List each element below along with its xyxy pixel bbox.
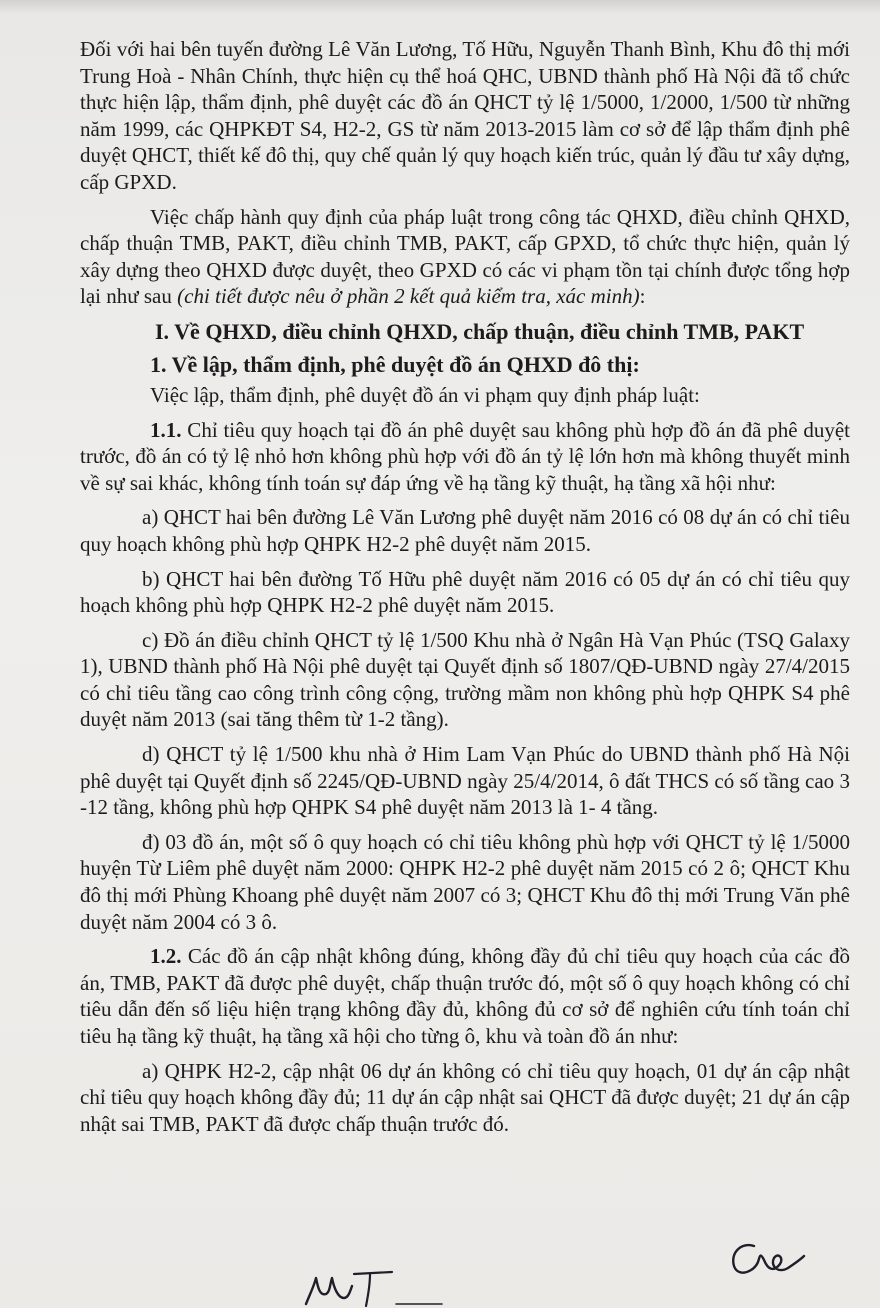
page-top-shadow <box>0 0 880 14</box>
section-heading-I: I. Về QHXD, điều chỉnh QHXD, chấp thuận, điều chỉnh TMB, PAKT <box>155 318 805 344</box>
initial-signature-bottom <box>296 1264 446 1308</box>
paragraph-1-1-label: 1.1. <box>150 417 182 442</box>
list-item-b: b) QHCT hai bên đường Tố Hữu phê duyệt năm 2016 có 05 dự án có chỉ tiêu quy hoạch không phù hợp QHPK H2-2 phê duyệt năm 2015. <box>80 566 850 618</box>
paragraph-compliance-note: (chi tiết được nêu ở phần 2 kết quả kiểm tra, xác minh) <box>177 284 640 309</box>
list-item-dd: đ) 03 đồ án, một số ô quy hoạch có chỉ tiêu không phù hợp với QHCT tỷ lệ 1/5000 huyện Từ Liêm phê duyệt năm 2000: QHPK H2-2 phê duyệt năm 2015 có 2 ô; QHCT Khu đô thị mới Phùng Khoang phê duyệt năm 2007 có 3; QHCT Khu đô thị mới Trung Văn phê duyệt năm 2004 có 3 ô. <box>80 829 850 934</box>
paragraph-1-1-text: Chỉ tiêu quy hoạch tại đồ án phê duyệt sau không phù hợp đồ án đã phê duyệt trước, đồ án có tỷ lệ nhỏ hơn không phù hợp với đồ án tỷ lệ lớn hơn mà không thuyết minh về sự sai khác, không tính toán sự đáp ứng về hạ tầng kỹ thuật, hạ tầng xã hội như: <box>80 417 850 495</box>
list-item-d: d) QHCT tỷ lệ 1/500 khu nhà ở Him Lam Vạn Phúc do UBND thành phố Hà Nội phê duyệt tại Quyết định số 2245/QĐ-UBND ngày 25/4/2014, ô đất THCS có số tầng cao 3 -12 tầng, không phù hợp QHPK S4 phê duyệt năm 2013 là 1- 4 tầng. <box>80 742 850 820</box>
paragraph-compliance-end: : <box>639 284 646 309</box>
paragraph-violations-intro: Việc lập, thẩm định, phê duyệt đồ án vi phạm quy định pháp luật: <box>150 382 700 407</box>
paragraph-compliance-text: Việc chấp hành quy định của pháp luật trong công tác QHXD, điều chỉnh QHXD, chấp thuận TMB, PAKT, điều chỉnh TMB, PAKT, cấp GPXD, tổ chức thực hiện, quản lý xây dựng theo QHXD được duyệt, theo GPXD có các vi phạm tồn tại chính được tổng hợp lại như sau <box>80 204 850 309</box>
list-item-1-2-a: a) QHPK H2-2, cập nhật 06 dự án không có chỉ tiêu quy hoạch, 01 dự án cập nhật chỉ tiêu quy hoạch không đầy đủ; 11 dự án cập nhật sai QHCT đã được duyệt; 21 dự án cập nhật sai TMB, PAKT đã được chấp thuận trước đó. <box>80 1058 850 1136</box>
paragraph-intro: Đối với hai bên tuyến đường Lê Văn Lương, Tố Hữu, Nguyễn Thanh Bình, Khu đô thị mới Trung Hoà - Nhân Chính, thực hiện cụ thể hoá QHC, UBND thành phố Hà Nội đã tổ chức thực hiện lập, thẩm định, phê duyệt các đồ án QHCT tỷ lệ 1/5000, 1/2000, 1/500 từ những năm 1999, các QHPKĐT S4, H2-2, GS từ năm 2013-2015 làm cơ sở để lập thẩm định phê duyệt QHCT, thiết kế đô thị, quy chế quản lý quy hoạch kiến trúc, quản lý đầu tư xây dựng, cấp GPXD. <box>80 37 850 194</box>
paragraph-1-1 <box>80 417 850 497</box>
list-item-a: a) QHCT hai bên đường Lê Văn Lương phê duyệt năm 2016 có 08 dự án có chỉ tiêu quy hoạch không phù hợp QHPK H2-2 phê duyệt năm 2015. <box>80 505 850 556</box>
subsection-heading-1: 1. Về lập, thẩm định, phê duyệt đồ án QHXD đô thị: <box>150 351 640 377</box>
list-item-c: c) Đồ án điều chỉnh QHCT tỷ lệ 1/500 Khu nhà ở Ngân Hà Vạn Phúc (TSQ Galaxy 1), UBND thành phố Hà Nội phê duyệt tại Quyết định số 1807/QĐ-UBND ngày 27/4/2015 có chỉ tiêu tầng cao công trình công cộng, trường mầm non không phù hợp QHPK S4 phê duyệt năm 2013 (sai tăng thêm từ 1-2 tầng). <box>80 627 850 732</box>
paragraph-1-2-label: 1.2. <box>150 944 182 969</box>
paragraph-compliance <box>80 204 850 310</box>
paragraph-1-2 <box>80 943 850 1049</box>
initial-signature-right <box>724 1238 810 1282</box>
document-body <box>80 36 850 1145</box>
paragraph-1-2-text: Các đồ án cập nhật không đúng, không đầy đủ chỉ tiêu quy hoạch của các đồ án, TMB, PAKT đã được phê duyệt, chấp thuận trước đó, một số ô quy hoạch không có chỉ tiêu dẫn đến số liệu hiện trạng không đầy đủ, không đủ cơ sở để nghiên cứu tính toán chỉ tiêu hạ tầng kỹ thuật, hạ tầng xã hội cho từng ô, khu và toàn đồ án như: <box>80 944 850 1048</box>
